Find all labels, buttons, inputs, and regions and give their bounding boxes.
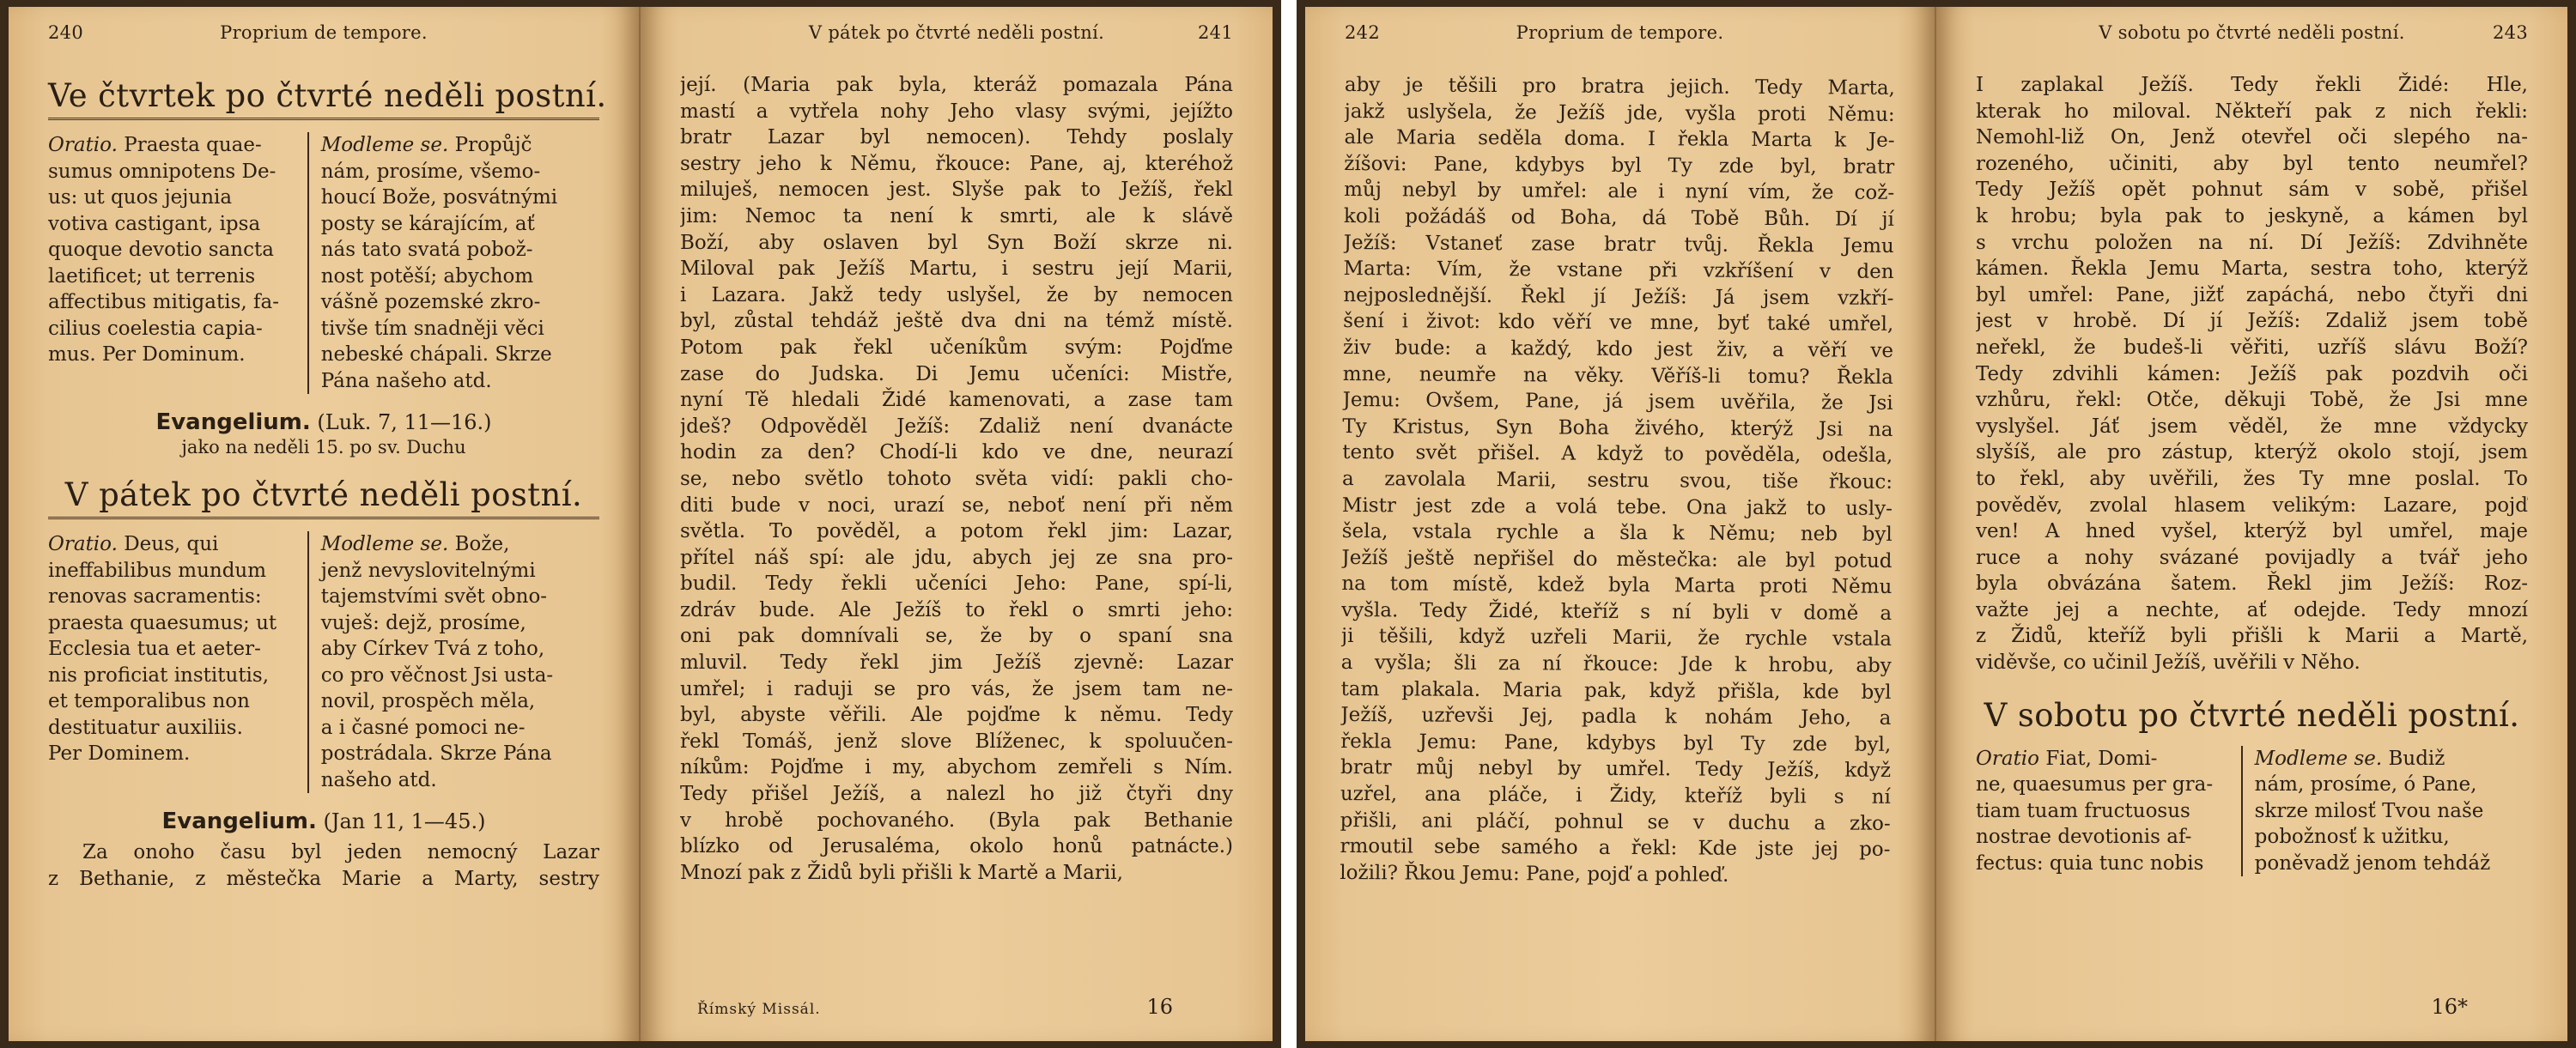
text-line: vuješ: dejž, prosíme, bbox=[320, 611, 526, 634]
text-line: nostrae devotionis af- bbox=[1976, 826, 2192, 849]
body-text bbox=[48, 839, 599, 892]
oratio-latin bbox=[1976, 746, 2241, 877]
text-line: postrádala. Skrze Pána bbox=[320, 742, 552, 765]
text-line: zase do Judska. Di Jemu učeníci: Mistře, bbox=[680, 362, 1233, 385]
text-line: co pro věčnost Jsi usta- bbox=[320, 663, 554, 687]
text-line: mluvil. Tedy řekl jim Ježíš zjevně: Lazar bbox=[680, 651, 1233, 675]
text-line: šela, vstala rychle a šla k Němu; neb byl bbox=[1341, 520, 1893, 546]
text-line: mus. Per Dominum. bbox=[48, 343, 246, 366]
text-line: Mnozí pak z Židů byli přišli k Martě a Marii, bbox=[680, 861, 1123, 884]
text-line: řekl Tomáš, jenž slove Blíženec, k spoluučen- bbox=[680, 730, 1233, 753]
text-line: diti bude v noci, urazí se, neboť není při něm bbox=[680, 494, 1233, 517]
text-line: nám, prosíme, ó Pane, bbox=[2254, 773, 2477, 797]
text-line: pobožnosť k užitku, bbox=[2254, 826, 2450, 849]
text-line: Boží, aby oslaven byl Syn Boží skrze ni. bbox=[680, 231, 1233, 254]
section-heading: V sobotu po čtvrté neděli postní. bbox=[1984, 696, 2520, 734]
scan-spread-right bbox=[1297, 0, 2576, 1048]
text-line: k hrobu; byla pak to jeskyně, a kámen byl bbox=[1976, 204, 2528, 227]
text-line: koli požádáš od Boha, dá Tobě Bůh. Dí jí bbox=[1343, 204, 1895, 231]
page-number: 242 bbox=[1345, 22, 1380, 43]
text-line: z Židů, kteříž byli přišli k Marii a Martě, bbox=[1976, 625, 2528, 648]
section-heading: V pátek po čtvrté neděli postní. bbox=[48, 476, 599, 519]
gospel-reference bbox=[48, 809, 599, 834]
text-line: vyšla. Tedy Židé, kteříž s ní byli v domě a bbox=[1341, 598, 1893, 625]
signature-number: 16* bbox=[2431, 995, 2468, 1019]
running-head bbox=[1976, 22, 2528, 58]
text-line: mne, neumře na věky. Věříš-li tomu? Řekla bbox=[1342, 362, 1893, 389]
text-line: Oratio. Praesta quae- bbox=[48, 134, 262, 156]
gospel-reference bbox=[48, 409, 599, 435]
text-line: Marta: Vím, že vstane při vzkříšení v den bbox=[1343, 257, 1894, 284]
text-line: v hrobě pochovaného. (Byla pak Bethanie bbox=[680, 809, 1233, 832]
text-line: a vyšla; šli za ní řkouce: Jde k hrobu, aby bbox=[1340, 651, 1892, 677]
text-line: Per Dominem. bbox=[48, 742, 191, 765]
text-line: přítel náš spí: ale jdu, abych jej ze sna pro- bbox=[680, 546, 1233, 569]
text-line: na tom místě, kdež byla Marta proti Němu bbox=[1341, 572, 1893, 599]
text-line: byla obvázána šatem. Řekl jim Ježíš: Roz- bbox=[1976, 572, 2528, 596]
text-line: Ecclesia tua et aeter- bbox=[48, 638, 261, 660]
text-line: skrze milosť Tvou naše bbox=[2254, 799, 2484, 822]
text-line: Ježíš: Vstaneť zase bratr tvůj. Řekla Jemu bbox=[1343, 231, 1894, 257]
text-line: Jemu: Ovšem, Pane, já jsem uvěřila, že Jsi bbox=[1342, 389, 1893, 415]
running-head bbox=[48, 22, 599, 58]
text-line: Oratio. Deus, qui bbox=[48, 533, 219, 555]
text-line: poněvadž jenom tehdáž bbox=[2254, 851, 2491, 875]
page-number: 243 bbox=[2493, 22, 2528, 43]
oratio-czech bbox=[307, 132, 599, 394]
rubric-label: Modleme se. bbox=[320, 134, 449, 156]
text-line: cilius coelestia capia- bbox=[48, 317, 263, 340]
text-line: I zaplakal Ježíš. Tedy řekli Židé: Hle, bbox=[1976, 74, 2528, 96]
text-line: šení i život: kdo věří ve mne, byť také umřel, bbox=[1343, 310, 1894, 336]
text-line: našeho atd. bbox=[320, 768, 437, 791]
text-line: uzřel, ana pláče, i Židy, kteříž byli s ní bbox=[1340, 783, 1891, 809]
text-line: s vrchu položen na ní. Dí Ježíš: Zdvihněte bbox=[1976, 231, 2528, 254]
text-line: a i časné pomoci ne- bbox=[320, 716, 526, 739]
text-line: jakž uslyšela, že Ježíš jde, vyšla proti Němu: bbox=[1344, 100, 1895, 126]
gospel-citation: (Luk. 7, 11—16.) bbox=[317, 410, 492, 434]
running-title: Proprium de tempore. bbox=[1516, 22, 1724, 43]
text-line: destituatur auxiliis. bbox=[48, 716, 243, 739]
oratio-czech bbox=[307, 531, 599, 793]
text-line: níkům: Pojďme i my, abychom zemřeli s Ním. bbox=[680, 756, 1233, 779]
text-line: vzhůru, řekl: Otče, děkuji Tobě, že Jsi mne bbox=[1976, 389, 2528, 412]
text-line: tento svět přišel. A když to pověděla, odešla, bbox=[1342, 441, 1893, 468]
body-text bbox=[1340, 72, 1895, 889]
text-line: praesta quaesumus; ut bbox=[48, 611, 277, 634]
text-line: to řekl, aby uvěřili, žes Ty mne poslal. To bbox=[1976, 467, 2528, 490]
text-line: votiva castigant, ipsa bbox=[48, 212, 261, 235]
text-line: renovas sacramentis: bbox=[48, 585, 262, 608]
text-line: novil, prospěch měla, bbox=[320, 690, 536, 712]
gospel-label: Evangelium. bbox=[161, 809, 317, 834]
text-line: jdeš? Odpověděl Ježíš: Zdaliž není dvanácte bbox=[680, 415, 1233, 438]
rubric-label: Oratio. bbox=[48, 134, 118, 156]
text-line: ineffabilibus mundum bbox=[48, 559, 267, 582]
oratio-latin bbox=[48, 531, 307, 793]
text-line: et temporalibus non bbox=[48, 690, 250, 712]
text-line: tivše tím snadněji věci bbox=[320, 317, 544, 340]
text-line: umřel; i raduji se pro vás, že jsem tam ne- bbox=[680, 677, 1233, 700]
text-line: jim: Nemoc ta není k smrti, ale k slávě bbox=[680, 204, 1233, 227]
text-line: žíšovi: Pane, kdybys byl Ty zde byl, bratr bbox=[1344, 152, 1895, 179]
text-line: z Bethanie, z městečka Marie a Marty, sestry bbox=[48, 867, 599, 890]
text-line: ven! A hned vyšel, kterýž byl umřel, maje bbox=[1976, 520, 2528, 543]
signature-number: 16 bbox=[1146, 995, 1173, 1019]
text-line: Potom pak řekl učeníkům svým: Pojďme bbox=[680, 336, 1233, 359]
text-line: Tedy přišel Ježíš, a nalezl ho již čtyři dny bbox=[680, 783, 1233, 806]
text-line: Mistr jest zde a volá tebe. Ona jakž to usly- bbox=[1341, 494, 1893, 520]
text-line: us: ut quos jejunia bbox=[48, 186, 233, 209]
text-line: sestry jeho k Němu, řkouce: Pane, aj, kteréhož bbox=[680, 152, 1233, 175]
page-242 bbox=[1305, 7, 1936, 1041]
text-line: važte jej a nechte, ať odejde. Tedy mnozí bbox=[1976, 598, 2528, 621]
text-line: Ježíš, uzřevši Jej, padla k nohám Jeho, a bbox=[1340, 704, 1892, 730]
text-line: Za onoho času byl jeden nemocný Lazar bbox=[82, 841, 599, 863]
text-line: hodin za den? Chodí-li kdo ve dne, neurazí bbox=[680, 441, 1233, 464]
text-line: nyní Tě hledali Židé kamenovati, a zase tam bbox=[680, 389, 1233, 412]
text-line: mastí a vytřela nohy Jeho vlasy svými, jejížto bbox=[680, 100, 1233, 123]
text-line: jenž nevyslovitelnými bbox=[320, 559, 536, 582]
text-line: neřekl, že budeš-li věřiti, uzříš slávu Boží? bbox=[1976, 336, 2528, 359]
running-head bbox=[1345, 22, 1895, 58]
text-line: posty se kárajícím, ať bbox=[320, 212, 535, 235]
text-line: kámen. Řekla Jemu Marta, sestra toho, kterýž bbox=[1976, 257, 2528, 281]
text-line: Modleme se. Budiž bbox=[2254, 747, 2445, 770]
text-line: aby Církev Tvá z toho, bbox=[320, 638, 545, 660]
text-line: rmoutil sebe samého a řekl: Kde jste jej po- bbox=[1340, 835, 1891, 862]
text-line: vášně pozemské zkro- bbox=[320, 291, 541, 313]
text-line: rozeného, učiniti, aby byl tento neumřel? bbox=[1976, 152, 2528, 175]
text-line: nebeské chápali. Skrze bbox=[320, 343, 552, 366]
text-line: tam plakala. Maria pak, když přišla, kde byl bbox=[1340, 677, 1892, 704]
signature-label: Římský Missál. bbox=[697, 1001, 821, 1018]
text-line: byl umřel: Pane, jižť zapáchá, nebo čtyři dni bbox=[1976, 283, 2528, 306]
rubric-label: Modleme se. bbox=[2254, 747, 2383, 770]
text-line: quoque devotio sancta bbox=[48, 239, 274, 261]
body-text bbox=[680, 72, 1233, 886]
text-line: Modleme se. Bože, bbox=[320, 533, 510, 555]
text-line: budil. Tedy řekli učeníci Jeho: Pane, spí-li, bbox=[680, 572, 1233, 596]
text-line: aby je těšili pro bratra jejich. Tedy Marta, bbox=[1344, 73, 1895, 100]
text-line: nám, prosíme, všemo- bbox=[320, 160, 541, 183]
text-line: Oratio Fiat, Domi- bbox=[1976, 747, 2158, 770]
text-line: blízko od Jerusaléma, okolo honů patnácte.) bbox=[680, 835, 1233, 858]
page-243 bbox=[1936, 7, 2567, 1041]
rubric-label: Oratio bbox=[1976, 747, 2040, 770]
text-line: živ bude: a každý, kdo jest živ, a věří ve bbox=[1342, 336, 1894, 362]
oratio-czech bbox=[2241, 746, 2528, 877]
page-240 bbox=[9, 7, 641, 1041]
text-line: tiam tuam fructuosus bbox=[1976, 799, 2190, 822]
text-line: a zavolala Marii, sestru svou, tiše řkouc: bbox=[1342, 467, 1893, 494]
page-footer bbox=[680, 995, 1233, 1019]
text-line: Tedy zdvihli kámen: Ježíš pak pozdvih oči bbox=[1976, 362, 2528, 385]
oratio-two-column bbox=[1976, 746, 2528, 877]
text-line: ruce a nohy svázané povijadly a tvář jeho bbox=[1976, 546, 2528, 569]
text-line: Miloval pak Ježíš Martu, i sestru její Marii, bbox=[680, 257, 1233, 281]
text-line: i Lazara. Jakž tedy uslyšel, že by nemocen bbox=[680, 283, 1233, 306]
section-heading: Ve čtvrtek po čtvrté neděli postní. bbox=[48, 77, 599, 120]
page-241 bbox=[641, 7, 1273, 1041]
text-line: byl, abyste věřili. Ale pojďme k němu. Tedy bbox=[680, 704, 1233, 727]
gospel-note: jako na neděli 15. po sv. Duchu bbox=[181, 437, 466, 457]
body-text bbox=[1976, 72, 2528, 676]
running-title: Proprium de tempore. bbox=[220, 22, 428, 43]
text-line: Modleme se. Propůjč bbox=[320, 134, 532, 156]
text-line: Ježíš ještě nepřišel do městečka: ale byl potud bbox=[1341, 546, 1893, 572]
page-number: 240 bbox=[48, 22, 83, 43]
text-line: Tedy Ježíš opět pohnut sám v sobě, přišel bbox=[1976, 179, 2528, 202]
text-line: Nemohl-liž On, Jenž otevřel oči slepého na- bbox=[1976, 126, 2528, 149]
oratio-latin bbox=[48, 132, 307, 394]
rubric-label: Modleme se. bbox=[320, 533, 449, 555]
text-line: ložili? Řkou Jemu: Pane, pojď a pohleď. bbox=[1340, 861, 1729, 887]
text-line: jest v hrobě. Dí jí Ježíš: Zdaliž jsem tobě bbox=[1976, 310, 2528, 333]
oratio-two-column bbox=[48, 531, 599, 793]
running-title: V pátek po čtvrté neděli postní. bbox=[808, 22, 1105, 43]
page-number: 241 bbox=[1198, 22, 1233, 43]
text-line: slyšíš, ale pro zástup, kterýž okolo stojí, jsem bbox=[1976, 441, 2528, 464]
rubric-label: Oratio. bbox=[48, 533, 118, 555]
text-line: světla. To pověděl, a potom řekl jim: Lazar, bbox=[680, 520, 1233, 543]
text-line: kterak ho miloval. Někteří pak z nich řekli: bbox=[1976, 100, 2528, 123]
scan-spread-left bbox=[0, 0, 1281, 1048]
running-title: V sobotu po čtvrté neděli postní. bbox=[2099, 22, 2405, 43]
gospel-label: Evangelium. bbox=[155, 409, 311, 435]
text-line: můj nebyl by umřel: ale i nyní vím, že což- bbox=[1344, 179, 1895, 205]
text-line: ne, quaesumus per gra- bbox=[1976, 773, 2214, 797]
text-line: affectibus mitigatis, fa- bbox=[48, 291, 280, 313]
running-head bbox=[680, 22, 1233, 58]
text-line: přišli, ani pláčí, pohnul se v duchu a zko- bbox=[1340, 809, 1891, 835]
text-line: Ty Kristus, Syn Boha živého, kterýž Jsi na bbox=[1342, 415, 1893, 441]
text-line: oni pak domnívali se, že by o spaní sna bbox=[680, 625, 1233, 648]
oratio-two-column bbox=[48, 132, 599, 394]
text-line: nejposlednější. Řekl jí Ježíš: Já jsem vzkří- bbox=[1343, 283, 1894, 310]
text-line: sumus omnipotens De- bbox=[48, 160, 276, 183]
gospel-citation: (Jan 11, 1—45.) bbox=[323, 809, 486, 833]
text-line: Pána našeho atd. bbox=[320, 369, 492, 392]
text-line: nis proficiat institutis, bbox=[48, 663, 270, 687]
text-line: nost potěší; abychom bbox=[320, 264, 534, 288]
text-line: byl, zůstal tehdáž ještě dva dni na témž místě. bbox=[680, 310, 1233, 333]
text-line: tajemstvími svět obno- bbox=[320, 585, 548, 608]
text-line: řekla Jemu: Pane, kdybys byl Ty zde byl, bbox=[1340, 730, 1892, 756]
page-footer bbox=[1976, 995, 2528, 1019]
text-line: miluješ, nemocen jest. Slyše pak to Ježíš, řekl bbox=[680, 179, 1233, 202]
text-line: bratr Lazar byl nemocen). Tehdy poslaly bbox=[680, 126, 1233, 149]
text-line: se, nebo světlo tohoto světa vidí: pakli cho- bbox=[680, 467, 1233, 490]
text-line: viděvše, co učinil Ježíš, uvěřili v Něho. bbox=[1976, 651, 2360, 675]
text-line: pověděv, zvolal hlasem velikým: Lazare, pojď bbox=[1976, 494, 2528, 517]
text-line: vyslyšel. Jáť jsem věděl, že mne vždycky bbox=[1976, 415, 2528, 438]
text-line: ji těšili, když uzřeli Marii, že rychle vstala bbox=[1340, 625, 1893, 651]
text-line: nás tato svatá pobož- bbox=[320, 239, 533, 261]
text-line: houcí Bože, posvátnými bbox=[320, 186, 558, 209]
text-line: fectus: quia tunc nobis bbox=[1976, 851, 2204, 875]
text-line: bratr můj nebyl by umřel. Tedy Ježíš, když bbox=[1340, 756, 1892, 783]
text-line: ale Maria seděla doma. I řekla Marta k Je- bbox=[1344, 126, 1895, 153]
text-line: zdráv bude. Ale Ježíš to řekl o smrti jeho: bbox=[680, 598, 1233, 621]
text-line: její. (Maria pak byla, kteráž pomazala Pána bbox=[680, 74, 1233, 96]
text-line: laetificet; ut terrenis bbox=[48, 264, 256, 288]
